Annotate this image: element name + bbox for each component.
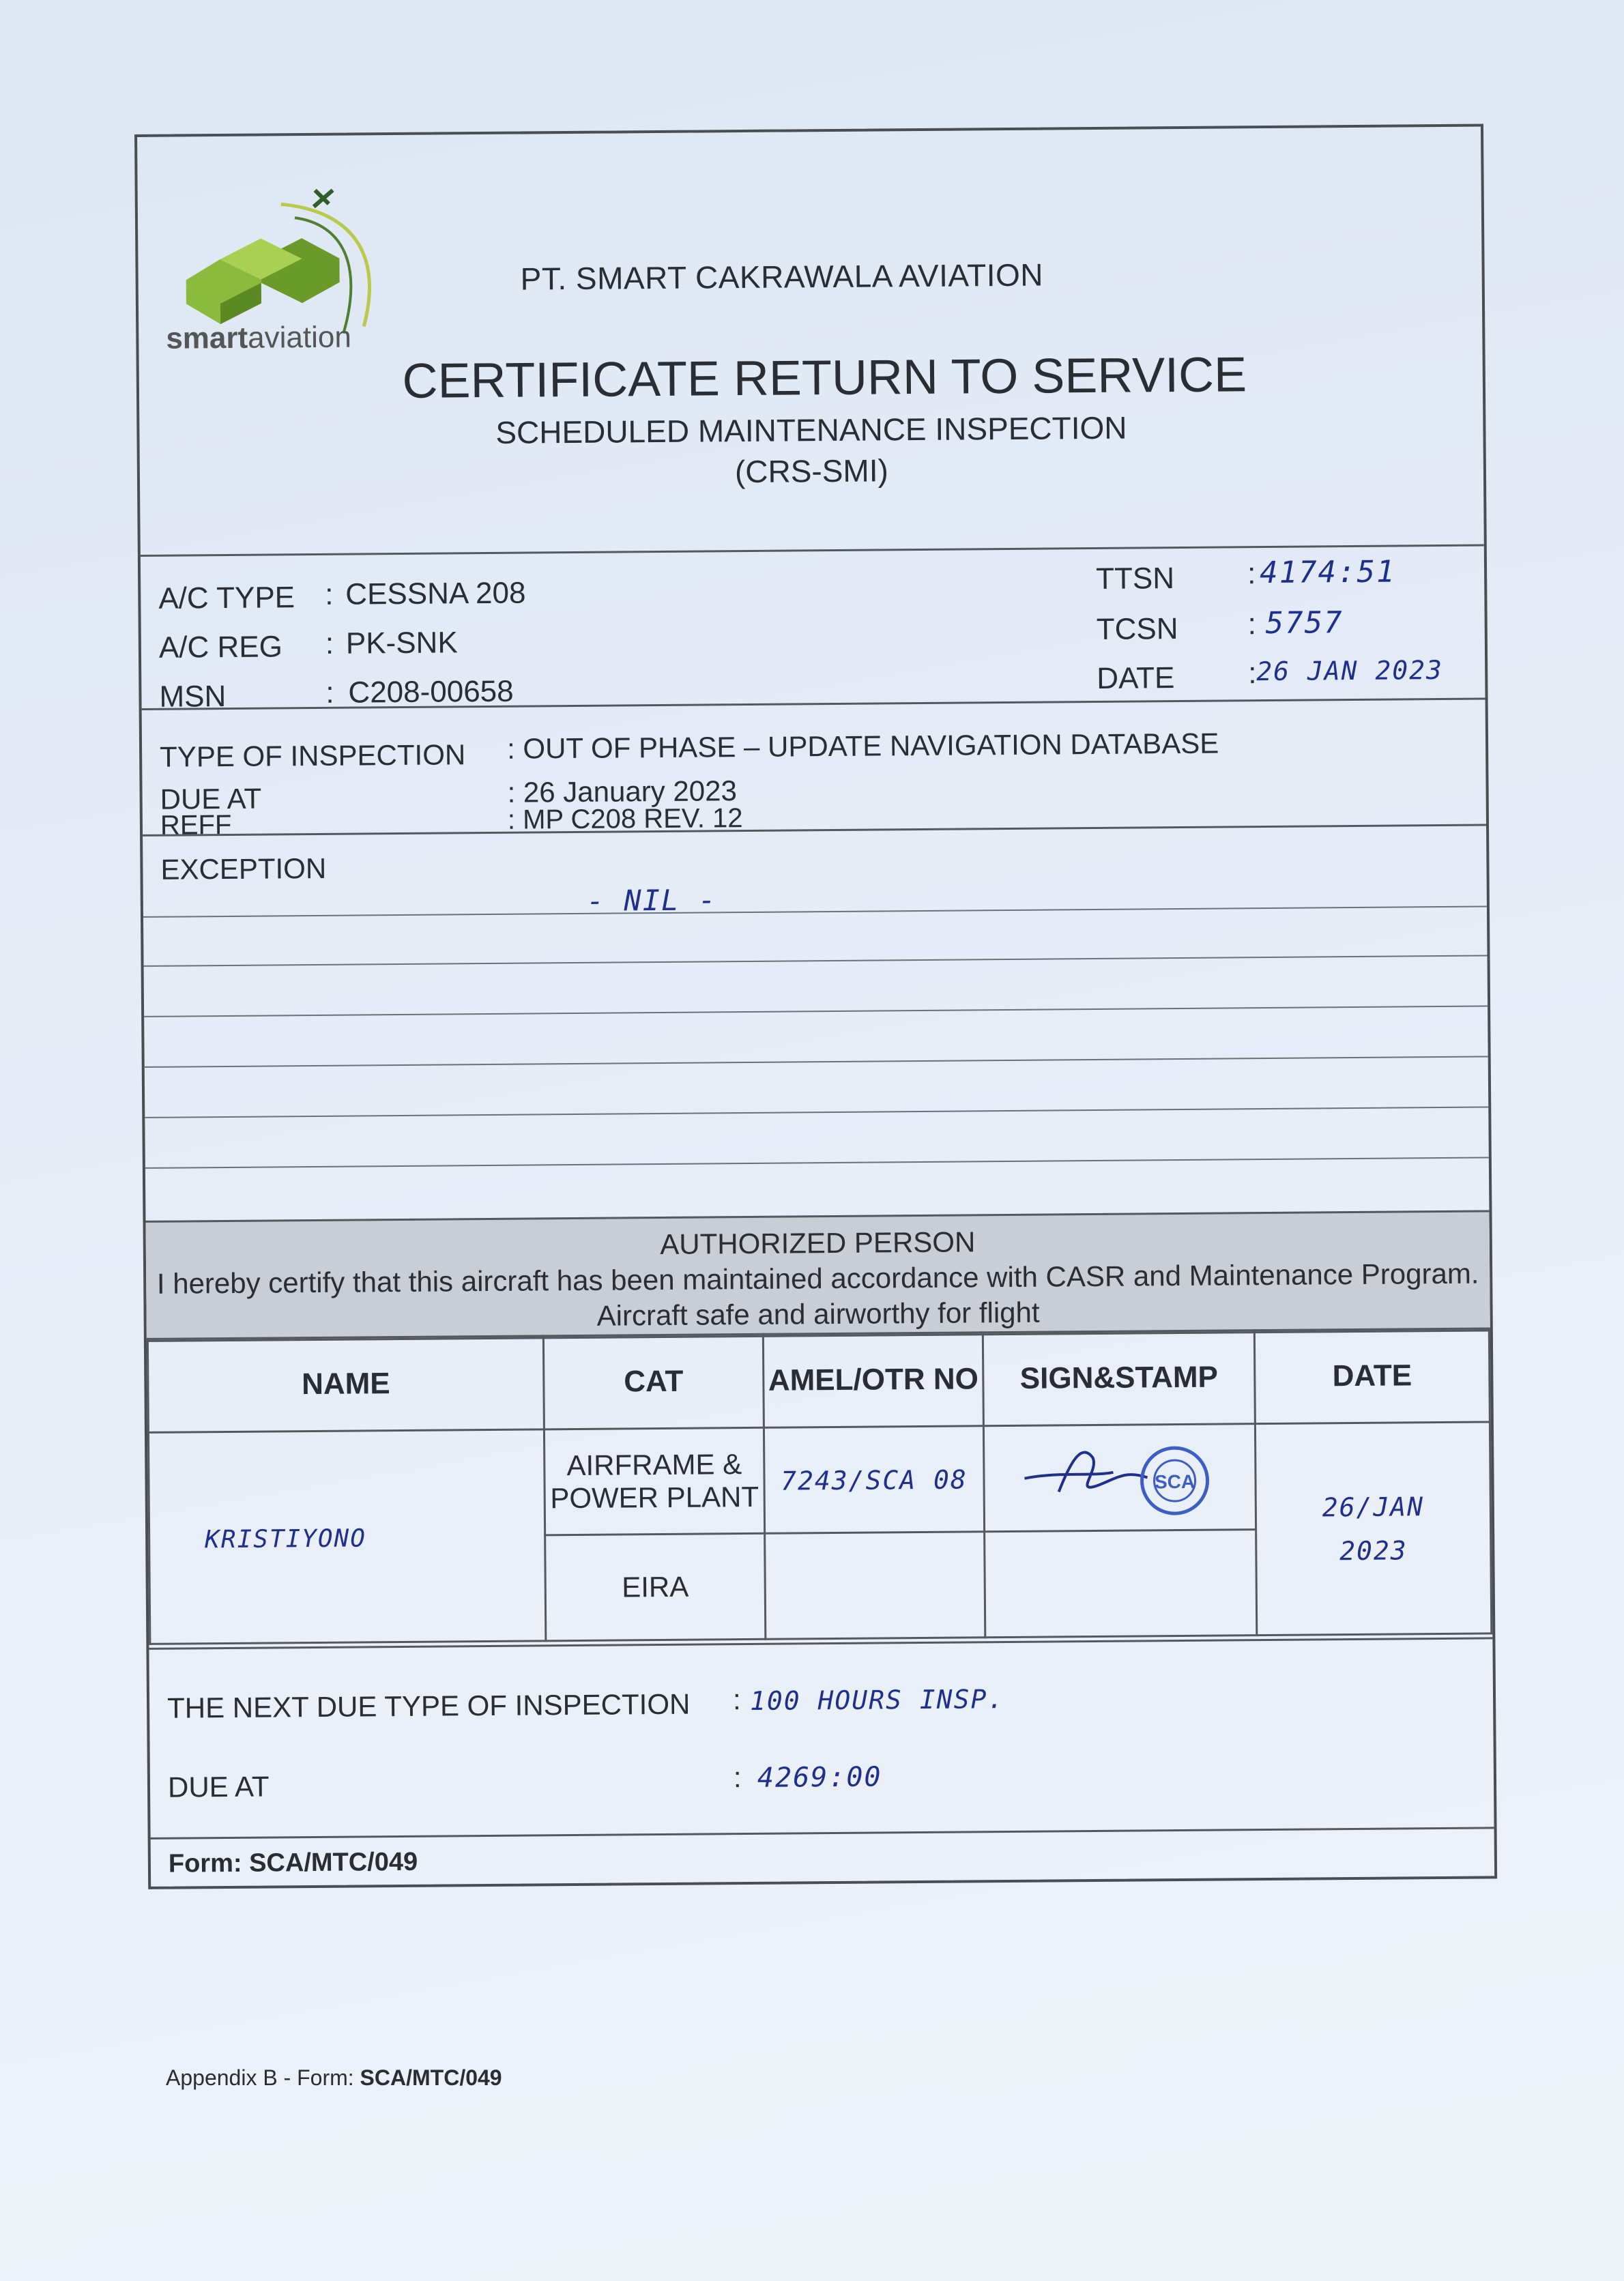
signature-stamp (1017, 1429, 1222, 1520)
certify-statement: I hereby certify that this aircraft has been maintained accordance with CASR and Maintenance Program. (156, 1257, 1479, 1300)
header-section (137, 127, 1484, 557)
company-name: PT. SMART CAKRAWALA AVIATION (520, 257, 1044, 297)
amel-empty-cell (765, 1532, 985, 1640)
exception-section (143, 824, 1489, 1220)
ttsn-value: 4174:51 (1259, 554, 1396, 591)
next-type-label: THE NEXT DUE TYPE OF INSPECTION (166, 1687, 691, 1724)
form-number: Form: SCA/MTC/049 (168, 1847, 418, 1878)
reff-value: : MP C208 REV. 12 (507, 803, 743, 835)
next-type-value: 100 HOURS INSP. (749, 1684, 1005, 1716)
header-cat: CAT (543, 1334, 764, 1429)
aircraft-info-section: A/C TYPE : CESSNA 208 A/C REG : PK-SNK MSN : C208-00658 TTSN : 4174:51 TCSN : 5757 DATE : 26 JAN 2023 (141, 544, 1485, 710)
msn-value: C208-00658 (348, 674, 514, 710)
smart-aviation-logo (158, 176, 426, 355)
msn-label: MSN (159, 679, 227, 714)
exception-line (144, 955, 1488, 966)
date-value: 26 JAN 2023 (1256, 654, 1444, 687)
ac-type-label: A/C TYPE (158, 581, 295, 615)
exception-line (144, 1005, 1488, 1017)
cat-airframe-line2: POWER PLANT (550, 1480, 759, 1515)
exception-line (145, 1056, 1488, 1067)
sign-empty-cell (985, 1530, 1257, 1638)
due-at-value: : 26 January 2023 (507, 774, 738, 809)
amel-number: 7243/SCA 08 (781, 1464, 968, 1496)
exception-label: EXCEPTION (160, 852, 327, 886)
airworthy-statement: Aircraft safe and airworthy for flight (596, 1296, 1040, 1332)
date-label: DATE (1097, 661, 1175, 695)
inspection-type-label: TYPE OF INSPECTION (159, 738, 466, 773)
authorized-heading: AUTHORIZED PERSON (660, 1225, 976, 1260)
inspection-section (142, 697, 1486, 841)
exception-line (145, 1106, 1488, 1118)
ac-reg-label: A/C REG (158, 630, 283, 665)
reff-label: REFF (160, 809, 232, 841)
ac-reg-value: PK-SNK (345, 626, 458, 660)
next-due-label: DUE AT (167, 1770, 270, 1803)
exception-line (145, 1157, 1489, 1168)
sign-date-line1: 26/JAN (1322, 1491, 1425, 1522)
ttsn-label: TTSN (1095, 562, 1175, 596)
cat-airframe-line1: AIRFRAME & (566, 1448, 742, 1482)
tcsn-label: TCSN (1096, 612, 1178, 646)
ac-type-value: CESSNA 208 (345, 576, 526, 611)
due-at-label: DUE AT (160, 782, 262, 815)
appendix-code: SCA/MTC/049 (360, 2065, 502, 2090)
inspection-type-value: : OUT OF PHASE – UPDATE NAVIGATION DATABASE (506, 727, 1219, 765)
certificate-form (134, 124, 1497, 1889)
authorized-person-section (146, 1210, 1490, 1341)
svg-text:smartaviation: smartaviation (166, 320, 352, 355)
appendix-prefix: Appendix B - Form: (166, 2065, 360, 2090)
exception-line (143, 905, 1487, 917)
tcsn-value: 5757 (1265, 605, 1344, 641)
next-inspection-section: THE NEXT DUE TYPE OF INSPECTION : 100 HOURS INSP. DUE AT : 4269:00 (149, 1637, 1494, 1839)
header-name: NAME (147, 1336, 544, 1433)
cat-airframe (544, 1427, 764, 1535)
header-sign-stamp: SIGN&STAMP (983, 1331, 1255, 1426)
appendix-footer (166, 2065, 502, 2091)
sign-date-line2: 2023 (1339, 1535, 1408, 1566)
person-name: KRISTIYONO (205, 1524, 367, 1554)
authorization-table (147, 1327, 1492, 1644)
cat-eira: EIRA (545, 1533, 766, 1641)
document-code: (CRS-SMI) (734, 452, 889, 490)
header-amel: AMEL/OTR NO (763, 1333, 983, 1428)
next-due-value: 4269:00 (757, 1761, 882, 1794)
document-subtitle: SCHEDULED MAINTENANCE INSPECTION (495, 409, 1127, 450)
header-date: DATE (1254, 1328, 1490, 1424)
document-title: CERTIFICATE RETURN TO SERVICE (402, 347, 1247, 409)
exception-value: - NIL - (586, 883, 718, 918)
stamp-text: SCA (1154, 1470, 1195, 1493)
